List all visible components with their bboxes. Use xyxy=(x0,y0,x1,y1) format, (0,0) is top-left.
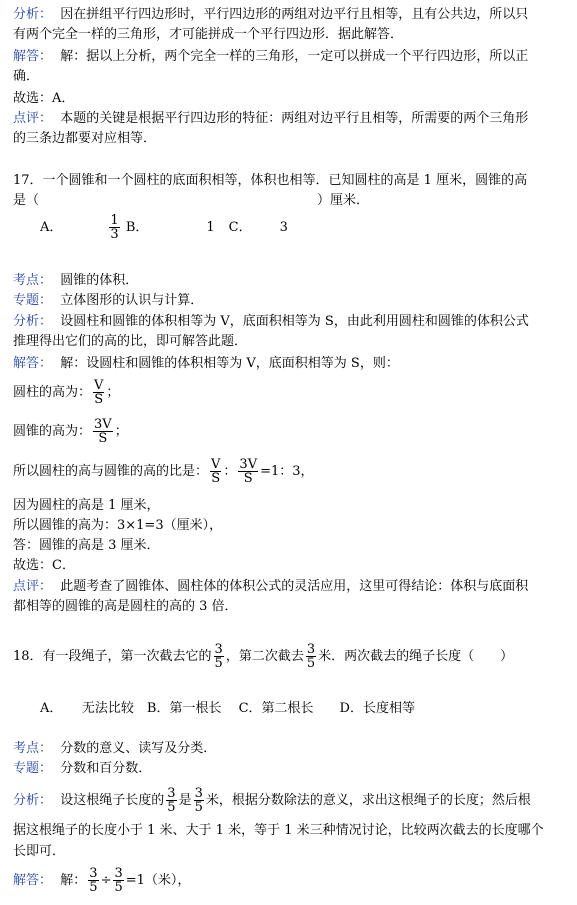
analysis-label: 分析： xyxy=(13,314,53,329)
q17-cylinder-height xyxy=(13,378,119,408)
fraction-denominator: S xyxy=(98,431,108,446)
fraction-denominator: 3 xyxy=(110,227,119,242)
fraction-numerator: 3 xyxy=(114,866,123,881)
q17-answer-text1: 解：设圆柱和圆锥的体积相等为 V，底面积相等为 S，则： xyxy=(60,356,399,371)
q17-line-c: 答：圆锥的高是 3 厘米． xyxy=(13,538,160,553)
comment-label: 点评： xyxy=(13,111,53,126)
q17-analysis-text2: 推理得出它们的高的比，即可解答此题． xyxy=(13,334,248,349)
q18-answer-fraction-2 xyxy=(113,867,123,894)
fraction-denominator: 5 xyxy=(306,656,316,671)
q18-stem-b: ，第二次截去 xyxy=(225,649,304,664)
q17-answer-line1 xyxy=(13,355,399,373)
q18-answer-line1 xyxy=(13,866,190,896)
ratio-colon: ： xyxy=(223,464,237,479)
fraction-numerator: 3 xyxy=(89,866,98,881)
fraction-denominator: 5 xyxy=(167,800,176,815)
q18-answer-fraction-1 xyxy=(88,867,98,894)
kaodian-label: 考点： xyxy=(13,273,53,288)
q17-zhuanti xyxy=(13,292,203,310)
fraction-denominator: 5 xyxy=(89,880,98,895)
q16-analysis-text2: 有两个完全一样的三角形，才可能拼成一个平行四边形．据此解答． xyxy=(13,27,404,42)
q18-zhuanti-text: 分数和百分数． xyxy=(60,761,152,776)
cylinder-height-label: 圆柱的高为： xyxy=(13,385,92,400)
answer-label: 解答： xyxy=(13,873,53,888)
q18-stem-a: 18．有一段绳子，第一次截去它的 xyxy=(13,649,212,664)
q18-stem-fraction-2 xyxy=(306,643,316,670)
q18-analysis-text2: 据这根绳子的长度小于 1 米、大于 1 米，等于 1 米三种情况讨论，比较两次截去的长度哪个 xyxy=(13,823,544,838)
q18-stem-c: 米．两次截去的绳子长度（ ） xyxy=(318,649,514,664)
fraction-denominator: S xyxy=(211,471,221,486)
q17-choice xyxy=(13,557,75,575)
q18-answer-c: =1（米）， xyxy=(125,873,191,888)
ratio-fraction-2 xyxy=(238,458,258,485)
fraction-numerator: V xyxy=(94,378,104,393)
q17-comment-line1 xyxy=(13,578,528,596)
q17-stem-open: 是（ xyxy=(13,193,40,208)
zhuanti-label: 专题： xyxy=(13,293,53,308)
analysis-label: 分析： xyxy=(13,793,53,808)
cone-height-fraction xyxy=(93,418,113,445)
fraction-denominator: S xyxy=(243,471,253,486)
q16-comment-text1: 本题的关键是根据平行四边形的特征：两组对边平行且相等，所需要的两个三角形 xyxy=(60,111,529,126)
q17-choice-value: C． xyxy=(52,558,75,573)
q18-analysis-fraction-1 xyxy=(166,787,176,814)
q18-analysis-a: 设这根绳子长度的 xyxy=(60,793,165,808)
ratio-label: 所以圆柱的高与圆锥的高的比是： xyxy=(13,464,209,479)
q16-choice xyxy=(13,90,74,108)
comment-label: 点评： xyxy=(13,579,53,594)
semicolon: ； xyxy=(106,385,120,400)
q16-comment-text2: 的三条边都要对应相等． xyxy=(13,131,157,146)
q16-choice-value: A． xyxy=(52,91,75,106)
q17-option-b-label: B． xyxy=(125,220,149,235)
q17-kaodian xyxy=(13,272,138,290)
fraction-denominator: 5 xyxy=(194,800,203,815)
q18-analysis-b: 是 xyxy=(178,793,192,808)
q16-analysis-line1 xyxy=(13,6,528,24)
fraction-denominator: S xyxy=(94,392,104,407)
division-sign: ÷ xyxy=(100,873,112,888)
q17-option-a-label: A． xyxy=(40,220,63,235)
q17-options xyxy=(40,213,288,243)
q16-answer-text2: 确． xyxy=(13,69,40,84)
q18-options: A． 无法比较 B．第一根长 C．第二根长 D．长度相等 xyxy=(40,701,415,716)
q18-analysis-line1 xyxy=(13,786,531,816)
fraction-numerator: 3V xyxy=(94,417,112,432)
kaodian-label: 考点： xyxy=(13,741,53,756)
q16-comment-line1 xyxy=(13,110,528,128)
q17-option-b-value: 1 xyxy=(206,220,215,235)
q17-comment-text1: 此题考查了圆锥体、圆柱体的体积公式的灵活应用，这里可得结论：体积与底面积 xyxy=(60,579,529,594)
choice-label: 故选： xyxy=(13,558,53,573)
q17-line-b: 所以圆锥的高为：3×1=3（厘米）， xyxy=(13,518,223,533)
q16-answer-line1 xyxy=(13,48,528,66)
q18-analysis-c: 米，根据分数除法的意义，求出这根绳子的长度；然后根 xyxy=(205,793,531,808)
q17-stem-line1: 17．一个圆锥和一个圆柱的底面积相等，体积也相等．已知圆柱的高是 1 厘米，圆锥的高 xyxy=(13,173,528,188)
fraction-denominator: 5 xyxy=(114,880,123,895)
q18-kaodian xyxy=(13,740,216,758)
ratio-result: =1：3， xyxy=(260,464,314,479)
fraction-numerator: 3 xyxy=(214,642,223,657)
q17-zhuanti-text: 立体图形的认识与计算． xyxy=(60,293,204,308)
analysis-label: 分析： xyxy=(13,7,53,22)
cylinder-height-fraction xyxy=(93,379,104,406)
q17-option-c-value: 3 xyxy=(279,220,288,235)
fraction-numerator: 3V xyxy=(239,457,258,472)
cone-height-label: 圆锥的高为： xyxy=(13,424,92,439)
q17-comment-text2: 都相等的圆锥的高是圆柱的高的 3 倍． xyxy=(13,599,238,614)
q16-analysis-text1: 因在拼组平行四边形时，平行四边形的两组对边平行且相等，且有公共边，所以只 xyxy=(60,7,529,22)
q17-option-c-label: C． xyxy=(228,220,252,235)
q18-analysis-fraction-2 xyxy=(194,787,204,814)
q17-kaodian-text: 圆锥的体积． xyxy=(60,273,139,288)
answer-label: 解答： xyxy=(13,356,53,371)
semicolon: ； xyxy=(114,424,128,439)
q17-analysis-line1 xyxy=(13,313,529,331)
q17-cone-height xyxy=(13,417,128,447)
choice-label: 故选： xyxy=(13,91,53,106)
q18-answer-a: 解： xyxy=(60,873,87,888)
q17-height-ratio xyxy=(13,457,314,487)
fraction-denominator: 5 xyxy=(214,656,223,671)
fraction-numerator: V xyxy=(211,457,221,472)
fraction-numerator: 3 xyxy=(194,786,203,801)
q18-stem-fraction-1 xyxy=(214,643,224,670)
q16-answer-text1: 解：据以上分析，两个完全一样的三角形，一定可以拼成一个平行四边形，所以正 xyxy=(60,49,529,64)
q17-analysis-text1: 设圆柱和圆锥的体积相等为 V，底面积相等为 S，由此利用圆柱和圆锥的体积公式 xyxy=(60,314,529,329)
q17-line-a: 因为圆柱的高是 1 厘米， xyxy=(13,498,160,513)
answer-label: 解答： xyxy=(13,49,53,64)
fraction-numerator: 1 xyxy=(110,213,119,228)
q18-stem xyxy=(13,642,513,672)
q18-kaodian-text: 分数的意义、读写及分类． xyxy=(60,741,217,756)
q18-analysis-text3: 长即可． xyxy=(13,844,66,859)
fraction-numerator: 3 xyxy=(167,786,176,801)
zhuanti-label: 专题： xyxy=(13,761,53,776)
fraction-numerator: 3 xyxy=(306,642,316,657)
q18-zhuanti xyxy=(13,760,151,778)
q17-stem-line2 xyxy=(13,192,369,210)
q17-option-a-fraction xyxy=(109,214,119,241)
q17-stem-close: ）厘米． xyxy=(317,193,370,208)
ratio-fraction-1 xyxy=(210,458,221,485)
